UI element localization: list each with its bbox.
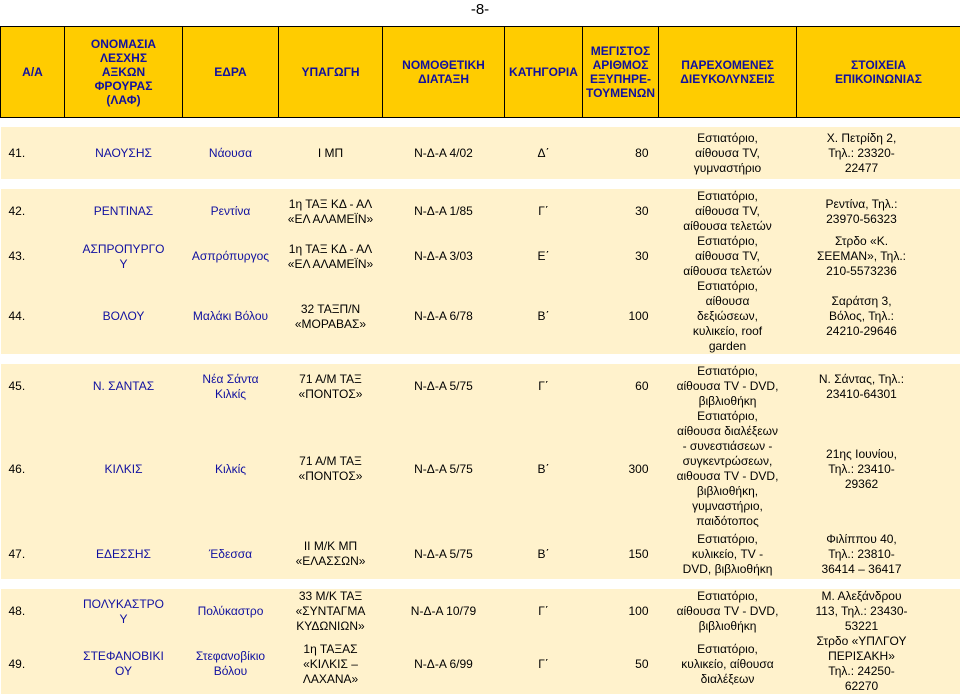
row-spacer: [921, 189, 960, 234]
contact: Ν. Σάντας, Τηλ.: 23410-64301: [797, 364, 921, 409]
contact: 21ης Ιουνίου, Τηλ.: 23410- 29362: [797, 409, 921, 529]
club-name: ΒΟΛΟΥ: [65, 279, 183, 354]
row-group: [1, 589, 960, 694]
contact: Σαράτση 3, Βόλος, Τηλ.: 24210-29646: [797, 279, 921, 354]
row-number: 45.: [1, 364, 65, 409]
seat: Πολύκαστρο: [183, 589, 279, 634]
table-row: [1, 127, 960, 179]
seat: Νάουσα: [183, 127, 279, 179]
unit: ΙΙ Μ/Κ ΜΠ «ΕΛΑΣΣΩΝ»: [279, 529, 383, 579]
category: Γ΄: [505, 589, 583, 634]
category: Γ΄: [505, 634, 583, 694]
category: Δ΄: [505, 127, 583, 179]
category: Β΄: [505, 529, 583, 579]
facilities: Εστιατόριο, αίθουσα TV - DVD, βιβλιοθήκη: [659, 589, 797, 634]
row-group: [1, 189, 960, 354]
club-name: Ν. ΣΑΝΤΑΣ: [65, 364, 183, 409]
seat: Μαλάκι Βόλου: [183, 279, 279, 354]
club-name: ΑΣΠΡΟΠΥΡΓΟ Υ: [65, 234, 183, 279]
header-legal-provision: ΝΟΜΟΘΕΤΙΚΗ ΔΙΑΤΑΞΗ: [383, 27, 505, 118]
header-row: [1, 27, 960, 118]
category: Β΄: [505, 409, 583, 529]
header-unit: ΥΠΑΓΩΓΗ: [279, 27, 383, 118]
table-row: [1, 364, 960, 409]
row-spacer: [921, 634, 960, 694]
facilities: Εστιατόριο, αίθουσα TV, γυμναστήριο: [659, 127, 797, 179]
facilities: Εστιατόριο, αίθουσα TV - DVD, βιβλιοθήκη: [659, 364, 797, 409]
legal-provision: Ν-Δ-Α 5/75: [383, 529, 505, 579]
legal-provision: Ν-Δ-Α 5/75: [383, 409, 505, 529]
facilities: Εστιατόριο, αίθουσα διαλέξεων - συνεστιάσεων - συγκεντρώσεων, αιθουσα TV - DVD, βιβλιοθήκη, γυμναστήριο, παιδότοπος: [659, 409, 797, 529]
category: Ε΄: [505, 234, 583, 279]
row-spacer: [921, 127, 960, 179]
club-name: ΣΤΕΦΑΝΟΒΙΚΙ ΟΥ: [65, 634, 183, 694]
legal-provision: Ν-Δ-Α 5/75: [383, 364, 505, 409]
max-capacity: 100: [583, 589, 659, 634]
contact: Στρδο «Κ. ΣΕΕΜΑΝ», Τηλ.: 210-5573236: [797, 234, 921, 279]
header-club-name: ΟΝΟΜΑΣΙΑ ΛΕΣΧΗΣ ΑΞΚΩΝ ΦΡΟΥΡΑΣ (ΛΑΦ): [65, 27, 183, 118]
row-number: 47.: [1, 529, 65, 579]
max-capacity: 50: [583, 634, 659, 694]
legal-provision: Ν-Δ-Α 3/03: [383, 234, 505, 279]
unit: 1η ΤΑΞ ΚΔ - ΑΛ «ΕΛ ΑΛΑΜΕΪΝ»: [279, 234, 383, 279]
row-spacer: [921, 364, 960, 409]
category: Β΄: [505, 279, 583, 354]
max-capacity: 150: [583, 529, 659, 579]
facilities: Εστιατόριο, κυλικείο, TV - DVD, βιβλιοθήκη: [659, 529, 797, 579]
facilities: Εστιατόριο, αίθουσα TV, αίθουσα τελετών: [659, 189, 797, 234]
table-row: [1, 529, 960, 579]
facilities: Εστιατόριο, κυλικείο, αίθουσα διαλέξεων: [659, 634, 797, 694]
club-name: ΝΑΟΥΣΗΣ: [65, 127, 183, 179]
max-capacity: 30: [583, 234, 659, 279]
row-number: 41.: [1, 127, 65, 179]
unit: 1η ΤΑΞ ΚΔ - ΑΛ «ΕΛ ΑΛΑΜΕΪΝ»: [279, 189, 383, 234]
row-number: 48.: [1, 589, 65, 634]
legal-provision: Ν-Δ-Α 4/02: [383, 127, 505, 179]
unit: 71 Α/Μ ΤΑΞ «ΠΟΝΤΟΣ»: [279, 364, 383, 409]
contact: Ρεντίνα, Τηλ.: 23970-56323: [797, 189, 921, 234]
table-row: [1, 234, 960, 279]
page-number: -8-: [0, 0, 960, 24]
legal-provision: Ν-Δ-Α 6/99: [383, 634, 505, 694]
contact: Φιλίππου 40, Τηλ.: 23810- 36414 – 36417: [797, 529, 921, 579]
category: Γ΄: [505, 189, 583, 234]
seat: Έδεσσα: [183, 529, 279, 579]
unit: Ι ΜΠ: [279, 127, 383, 179]
club-name: ΡΕΝΤΙΝΑΣ: [65, 189, 183, 234]
max-capacity: 80: [583, 127, 659, 179]
row-spacer: [921, 589, 960, 634]
table-row: [1, 634, 960, 694]
row-spacer: [921, 529, 960, 579]
row-spacer: [921, 409, 960, 529]
table-row: [1, 279, 960, 354]
header-category: ΚΑΤΗΓΟΡΙΑ: [505, 27, 583, 118]
row-group: [1, 364, 960, 579]
category: Γ΄: [505, 364, 583, 409]
contact: Χ. Πετρίδη 2, Τηλ.: 23320- 22477: [797, 127, 921, 179]
header-seat: ΕΔΡΑ: [183, 27, 279, 118]
row-number: 49.: [1, 634, 65, 694]
header-aa: Α/Α: [1, 27, 65, 118]
table-row: [1, 189, 960, 234]
row-spacer: [921, 279, 960, 354]
max-capacity: 300: [583, 409, 659, 529]
unit: 1η ΤΑΞΑΣ «ΚΙΛΚΙΣ – ΛΑΧΑΝΑ»: [279, 634, 383, 694]
facilities: Εστιατόριο, αίθουσα TV, αίθουσα τελετών: [659, 234, 797, 279]
seat: Ασπρόπυργος: [183, 234, 279, 279]
legal-provision: Ν-Δ-Α 10/79: [383, 589, 505, 634]
row-group: [1, 127, 960, 179]
club-name: ΠΟΛΥΚΑΣΤΡΟ Υ: [65, 589, 183, 634]
row-spacer: [921, 234, 960, 279]
unit: 33 Μ/Κ ΤΑΞ «ΣΥΝΤΑΓΜΑ ΚΥΔΩΝΙΩΝ»: [279, 589, 383, 634]
seat: Νέα Σάντα Κιλκίς: [183, 364, 279, 409]
header-facilities: ΠΑΡΕΧΟΜΕΝΕΣ ΔΙΕΥΚΟΛΥΝΣΕΙΣ: [659, 27, 797, 118]
seat: Κιλκίς: [183, 409, 279, 529]
unit: 71 Α/Μ ΤΑΞ «ΠΟΝΤΟΣ»: [279, 409, 383, 529]
header-max-capacity: ΜΕΓΙΣΤΟΣ ΑΡΙΘΜΟΣ ΕΞΥΠΗΡΕ- ΤΟΥΜΕΝΩΝ: [583, 27, 659, 118]
row-number: 46.: [1, 409, 65, 529]
seat: Στεφανοβίκιο Βόλου: [183, 634, 279, 694]
facilities: Εστιατόριο, αίθουσα δεξιώσεων, κυλικείο, roof garden: [659, 279, 797, 354]
max-capacity: 30: [583, 189, 659, 234]
header-contact: ΣΤΟΙΧΕΙΑ ΕΠΙΚΟΙΝΩΝΙΑΣ: [797, 27, 960, 118]
clubs-table: [0, 26, 960, 694]
contact: Στρδο «ΥΠΛΓΟΥ ΠΕΡΙΣΑΚΗ» Τηλ.: 24250- 62270: [797, 634, 921, 694]
legal-provision: Ν-Δ-Α 6/78: [383, 279, 505, 354]
max-capacity: 100: [583, 279, 659, 354]
row-number: 42.: [1, 189, 65, 234]
table-row: [1, 589, 960, 634]
row-number: 44.: [1, 279, 65, 354]
club-name: ΚΙΛΚΙΣ: [65, 409, 183, 529]
club-name: ΕΔΕΣΣΗΣ: [65, 529, 183, 579]
max-capacity: 60: [583, 364, 659, 409]
contact: Μ. Αλεξάνδρου 113, Τηλ.: 23430- 53221: [797, 589, 921, 634]
seat: Ρεντίνα: [183, 189, 279, 234]
legal-provision: Ν-Δ-Α 1/85: [383, 189, 505, 234]
table-row: [1, 409, 960, 529]
unit: 32 ΤΑΞΠ/Ν «ΜΟΡΑΒΑΣ»: [279, 279, 383, 354]
row-number: 43.: [1, 234, 65, 279]
